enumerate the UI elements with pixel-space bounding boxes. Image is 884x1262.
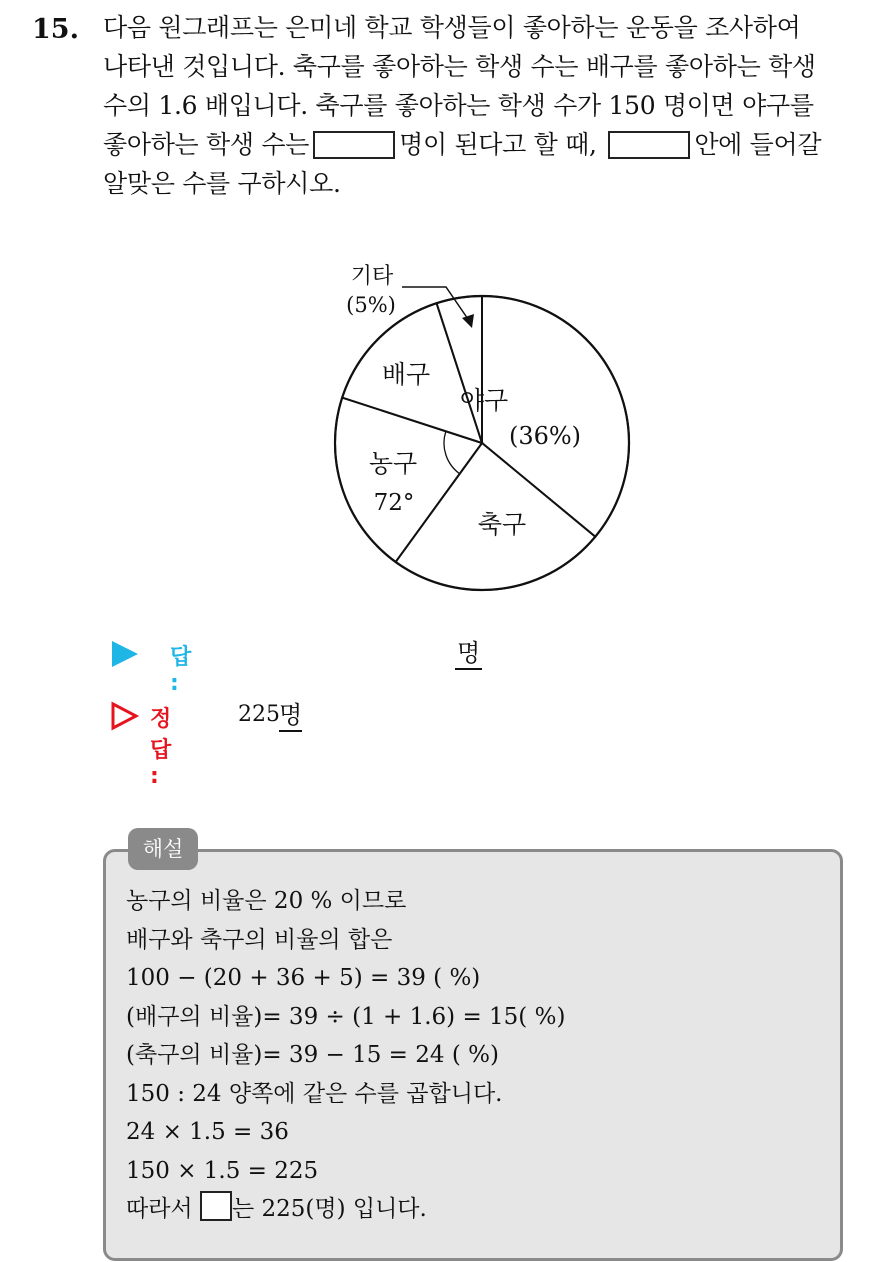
answer-unit: 명	[455, 638, 482, 670]
slice-value-baseball: (36%)	[508, 422, 582, 450]
solution-line: 배구와 축구의 비율의 합은	[126, 926, 393, 953]
solution-line: 100 − (20 + 36 + 5) = 39 ( %)	[126, 965, 481, 991]
slice-label-soccer: 축구	[477, 510, 527, 539]
question-line: 알맞은 수를 구하시오.	[103, 169, 341, 198]
question-number: 15.	[32, 14, 79, 45]
solution-line	[126, 1190, 826, 1229]
correct-answer-unit: 명	[279, 700, 302, 732]
question-text-part: 안에 들어갈	[694, 130, 822, 159]
solution-blank-box	[200, 1191, 232, 1221]
slice-label-baseball: 야구	[459, 386, 509, 415]
solution-text-part: 는 225(명) 입니다.	[231, 1196, 427, 1222]
slice-value-other: (5%)	[346, 293, 396, 317]
solution-text-part: 따라서	[126, 1196, 193, 1222]
slice-label-basketball: 농구	[368, 449, 418, 478]
question-line: 다음 원그래프는 은미네 학교 학생들이 좋아하는 운동을 조사하여	[103, 13, 801, 42]
slice-label-volleyball: 배구	[381, 360, 431, 389]
slice-label-other: 기타	[350, 264, 394, 289]
solution-line: (축구의 비율)= 39 − 15 = 24 ( %)	[126, 1042, 499, 1068]
answer-label: 답 :	[170, 645, 192, 696]
question-text-part: 명이 된다고 할 때,	[399, 130, 597, 159]
solution-line: (배구의 비율)= 39 ÷ (1 + 1.6) = 15( %)	[126, 1003, 566, 1030]
correct-answer-row	[110, 700, 303, 789]
question-line: 수의 1.6 배입니다. 축구를 좋아하는 학생 수가 150 명이면 야구를	[103, 91, 814, 120]
correct-answer-value: 225	[238, 702, 280, 727]
question-line: 나타낸 것입니다. 축구를 좋아하는 학생 수는 배구를 좋아하는 학생	[103, 52, 816, 81]
solution-tag: 해설	[128, 828, 198, 870]
solution-line: 150 × 1.5 = 225	[126, 1157, 319, 1184]
solution-text	[126, 882, 826, 1229]
play-triangle-icon	[110, 639, 140, 669]
answer-row	[110, 638, 481, 696]
solution-line: 150 : 24 양쪽에 같은 수를 곱합니다.	[126, 1080, 503, 1107]
solution-line: 농구의 비율은 20 % 이므로	[126, 888, 407, 914]
solution-line: 24 × 1.5 = 36	[126, 1119, 289, 1145]
slice-value-basketball: 72°	[373, 490, 415, 516]
outline-triangle-icon	[110, 701, 140, 731]
pie-slices	[335, 296, 629, 590]
question-text-part: 좋아하는 학생 수는	[103, 130, 310, 159]
correct-answer-label: 정답 :	[150, 707, 172, 789]
